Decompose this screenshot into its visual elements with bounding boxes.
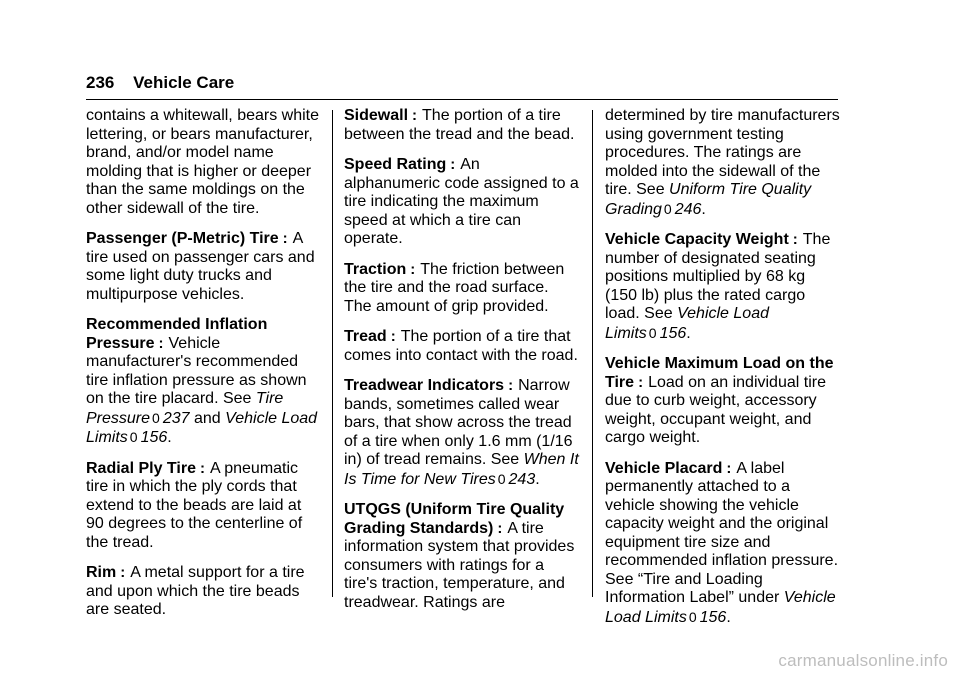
entry-recommended-inflation-pressure: [86, 316, 322, 448]
intro-text: contains a whitewall, bears white lettering, or bears manufacturer, brand, and/or model name molding that is higher or deeper than the same moldings on the other sidewall of the tire.: [86, 107, 320, 217]
link-text: Vehicle Load Limits: [605, 589, 836, 626]
term-treadwear-indicators: Treadwear Indicators: [344, 377, 505, 394]
link-text: When It Is Time for New Tires: [344, 451, 579, 488]
link-page: 156: [140, 429, 168, 446]
term-traction: Traction: [344, 260, 407, 278]
definition-passenger-tire: A tire used on passenger cars and some light duty trucks and multipurpose vehicles.: [86, 230, 315, 303]
column-divider-2: [592, 110, 593, 597]
entry-tread: [344, 328, 580, 365]
term-rim: Rim: [86, 564, 117, 581]
link-text: Tire Pressure: [86, 390, 284, 427]
definition-tread: The portion of a tire that comes into contact with the road.: [344, 328, 578, 364]
page-ref-arrow-icon: 0: [152, 409, 160, 426]
sentence-end: .: [686, 324, 691, 342]
term-radial-ply-tire: Radial Ply Tire: [86, 459, 196, 477]
column-divider-1: [332, 110, 333, 597]
entry-sidewall: [344, 107, 580, 144]
term-colon: :: [497, 519, 503, 537]
term-colon: :: [158, 334, 164, 352]
term-passenger-tire: Passenger (P-Metric) Tire: [86, 230, 279, 247]
page-ref-arrow-icon: 0: [663, 200, 672, 217]
link-page: 156: [699, 608, 727, 626]
link-page: 243: [508, 470, 536, 488]
link-text: Vehicle Load Limits: [86, 409, 318, 446]
definition-recommended-inflation-pressure: Vehicle manufacturer's recommended tire inflation pressure as shown on the tire placard. See: [86, 334, 307, 407]
link-text: Vehicle Load Limits: [605, 305, 769, 342]
page-ref-arrow-icon: 0: [497, 470, 506, 487]
term-colon: :: [410, 260, 416, 278]
term-vehicle-capacity-weight: Vehicle Capacity Weight: [605, 231, 789, 248]
sentence-end: .: [701, 200, 706, 218]
entry-utqgs-continued: [605, 107, 841, 219]
page-ref-arrow-icon: 0: [688, 608, 697, 625]
sentence-end: .: [167, 429, 172, 446]
definition-vehicle-placard: A label permanently attached to a vehicle showing the vehicle capacity weight and the original equipment tire size and recommended inflation pressure. See “Tire and Loading Information Label” under: [605, 459, 839, 606]
term-recommended-inflation-pressure: Recommended Inflation Pressure: [86, 316, 268, 352]
column-3: [605, 107, 841, 639]
conjunction-and: and: [193, 409, 221, 427]
term-colon: :: [638, 373, 644, 391]
term-colon: :: [120, 564, 126, 581]
entry-utqgs: [344, 501, 580, 612]
definition-utqgs-continued: determined by tire manufacturers using government testing procedures. The ratings are molded into the sidewall of the tire. See: [605, 107, 840, 198]
header-rule: [86, 99, 838, 100]
column-1: [86, 107, 322, 632]
definition-vehicle-maximum-load: Load on an individual tire due to curb weight, accessory weight, occupant weight, and cargo weight.: [605, 373, 826, 446]
term-colon: :: [508, 377, 514, 394]
column-2: [344, 107, 580, 624]
term-colon: :: [726, 459, 732, 477]
watermark: carmanualsonline.info: [778, 651, 948, 670]
entry-passenger-tire: [86, 230, 322, 304]
entry-traction: [344, 261, 580, 317]
term-colon: :: [450, 156, 456, 173]
link-page: 156: [659, 324, 687, 342]
entry-radial-ply-tire: [86, 460, 322, 553]
entry-speed-rating: [344, 156, 580, 249]
term-colon: :: [390, 328, 396, 345]
term-tread: Tread: [344, 328, 387, 345]
definition-speed-rating: An alphanumeric code assigned to a tire indicating the maximum speed at which a tire can operate.: [344, 156, 579, 247]
sentence-end: .: [726, 608, 731, 626]
link-page: 246: [674, 200, 702, 218]
entry-treadwear-indicators: [344, 377, 580, 489]
page-ref-arrow-icon: 0: [129, 429, 138, 445]
definition-utqgs: A tire information system that provides consumers with ratings for a tire's traction, temperature, and treadwear. Ratings are: [344, 519, 575, 611]
term-utqgs: UTQGS (Uniform Tire Quality Grading Standards): [344, 501, 565, 537]
page-number: 236: [86, 73, 115, 92]
definition-sidewall: The portion of a tire between the tread and the bead.: [344, 107, 575, 143]
definition-radial-ply-tire: A pneumatic tire in which the ply cords that extend to the beads are laid at 90 degrees to the centerline of the tread.: [86, 459, 303, 551]
section-title: Vehicle Care: [133, 73, 235, 92]
entry-vehicle-capacity-weight: [605, 231, 841, 343]
term-colon: :: [199, 459, 205, 477]
intro-paragraph: [86, 107, 322, 218]
definition-traction: The friction between the tire and the road surface. The amount of grip provided.: [344, 260, 565, 315]
definition-rim: A metal support for a tire and upon which the tire beads are seated.: [86, 564, 305, 618]
link-text: Uniform Tire Quality Grading: [605, 181, 812, 218]
page-header: [86, 73, 234, 93]
link-page: 237: [162, 409, 190, 427]
term-vehicle-maximum-load: Vehicle Maximum Load on the Tire: [605, 355, 834, 391]
term-vehicle-placard: Vehicle Placard: [605, 459, 723, 477]
definition-treadwear-indicators: Narrow bands, sometimes called wear bars, that show across the tread of a tire when only 1.6 mm (1/16 in) of tread remains. See: [344, 377, 573, 468]
sentence-end: .: [535, 470, 540, 488]
entry-rim: [86, 564, 322, 620]
term-colon: :: [282, 230, 288, 247]
term-colon: :: [792, 231, 798, 248]
term-colon: :: [412, 107, 418, 124]
entry-vehicle-placard: [605, 460, 841, 628]
term-sidewall: Sidewall: [344, 107, 409, 124]
page-ref-arrow-icon: 0: [648, 324, 657, 341]
term-speed-rating: Speed Rating: [344, 156, 447, 173]
definition-vehicle-capacity-weight: The number of designated seating positions multiplied by 68 kg (150 lb) plus the rated cargo load. See: [605, 231, 831, 322]
entry-vehicle-maximum-load: [605, 355, 841, 448]
